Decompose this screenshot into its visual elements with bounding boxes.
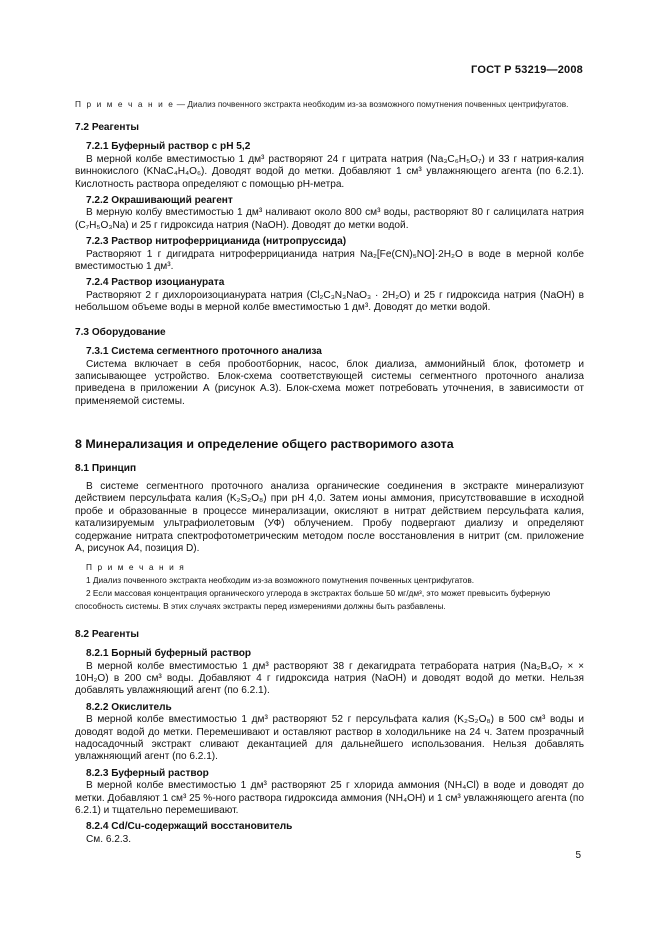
note-1: 1 Диализ почвенного экстракта необходим из-за возможного помутнения почвенных центрифугатов. xyxy=(86,574,475,585)
section-8-2-title: 8.2 Реагенты xyxy=(75,628,140,640)
section-8-2-1-title: 8.2.1 Борный буферный раствор xyxy=(86,648,252,660)
section-8-2-2-title: 8.2.2 Окислитель xyxy=(86,701,172,713)
section-8-2-4-text: См. 6.2.3. xyxy=(86,833,132,845)
section-7-2-4-text: Растворяют 2 г дихлороизоцианурата натрия (Cl₂C₃N₃NaO₃ · 2H₂O) и 25 г гидроксида натрия (NaOH) в небольшом объеме воды в мерной колбе вместимостью 1 дм³. Доводят до метки водой. xyxy=(75,289,584,314)
section-7-2-4-title: 7.2.4 Раствор изоцианурата xyxy=(86,277,225,289)
page-content xyxy=(75,96,584,846)
section-8-2-3-text: В мерной колбе вместимостью 1 дм³ растворяют 25 г хлорида аммония (NH₄Cl) в воде и доводят до метки. Добавляют 1 см³ 25 %-ного раствора гидроксида аммония (NH₄OH) и 1 см³ увлажняющего агента (по 6.2.1) и тщательно перемешивают. xyxy=(75,780,584,817)
note-2: 2 Если массовая концентрация органического углерода в экстрактах больше 50 мг/дм³, это может превысить буферную способность системы. В этих случаях экстракты перед измерениями должны быть разбавлены. xyxy=(75,587,551,611)
section-7-3-title: 7.3 Оборудование xyxy=(75,326,166,338)
page-number: 5 xyxy=(575,850,581,861)
section-8-title: 8 Минерализация и определение общего растворимого азота xyxy=(75,437,454,452)
section-8-1-text: В системе сегментного проточного анализа органические соединения в экстракте минерализуют действием персульфата калия (K₂S₂O₈) при рН 4,0. Затем ионы аммония, присутствовавшие в исходной пробе и образованные в процессе минерализации, окисляют в нитрат действием персульфата калия, катализируемым ультрафиолетовым (УФ) облучением. Пробу подвергают диализу и определяют содержание нитрата спектрофотометрическим методом после восстановления в нитрит (см. приложение А, рисунок А4, позиция D). xyxy=(75,480,584,554)
section-7-2-1-text: В мерной колбе вместимостью 1 дм³ растворяют 24 г цитрата натрия (Na₃C₆H₅O₇) и 33 г натрия-калия виннокислого (KNaC₄H₄O₆). Доводят водой до метки. Добавляют 1 см³ увлажняющего агента (по 6.2.1). Кислотность раствора определяют с помощью рН-метра. xyxy=(75,153,584,190)
section-7-2-title: 7.2 Реагенты xyxy=(75,122,140,133)
section-7-2-1-title: 7.2.1 Буферный раствор с рН 5,2 xyxy=(86,141,251,153)
note-label: П р и м е ч а н и е xyxy=(75,99,175,109)
section-7-2-3-text: Растворяют 1 г дигидрата нитроферрицианида натрия Na₂[Fe(CN)₅NO]·2H₂O в воде в мерной колбе вместимостью 1 дм³. xyxy=(75,248,584,273)
section-7-2-3-title: 7.2.3 Раствор нитроферрицианида (нитропруссида) xyxy=(86,236,347,248)
section-7-2-2-title: 7.2.2 Окрашивающий реагент xyxy=(86,195,233,207)
section-8-2-2-text: В мерной колбе вместимостью 1 дм³ растворяют 52 г персульфата калия (K₂S₂O₈) в 500 см³ воды и доводят водой до метки. Перемешивают и оставляют раствор в холодильнике на 24 ч. Затем прозрачный надосадочный экстракт сливают декантацией для дальнейшего использования. Нельзя добавлять увлажняющий агент (по 6.2.1). xyxy=(75,714,584,763)
notes-label: П р и м е ч а н и я xyxy=(86,562,186,573)
section-7-3-1-title: 7.3.1 Система сегментного проточного анализа xyxy=(86,346,322,358)
section-7-2-2-text: В мерную колбу вместимостью 1 дм³ наливают около 800 см³ воды, растворяют 80 г салицилата натрия (C₇H₅O₃Na) и 25 г гидроксида натрия (NaOH). Доводят до метки водой. xyxy=(75,207,584,231)
note-text: — Диализ почвенного экстракта необходим из-за возможного помутнения почвенных центрифугатов. xyxy=(174,99,569,109)
top-note xyxy=(75,98,584,110)
section-7-3-1-text: Система включает в себя пробоотборник, насос, блок диализа, аммонийный блок, фотометр и записывающее устройство. Блок-схема соответствующей системы сегментного проточного анализа приведена в приложении А (рисунок А.3). Блок-схема может потребовать уточнения, в зависимости от применяемой системы. xyxy=(75,358,584,407)
section-8-2-4-title: 8.2.4 Cd/Cu-содержащий восстановитель xyxy=(86,821,293,833)
section-8-2-1-text: В мерной колбе вместимостью 1 дм³ растворяют 38 г декагидрата тетрабората натрия (Na₂B₄O₇ × × 10H₂O) в 200 см³ воды. Добавляют 4 г гидроксида натрия (NaOH) и доводят водой до метки. Нельзя добавлять увлажняющий агент (по 6.2.1). xyxy=(75,660,584,697)
section-8-2-3-title: 8.2.3 Буферный раствор xyxy=(86,767,209,779)
document-id-header: ГОСТ Р 53219—2008 xyxy=(471,64,583,76)
section-8-1-title: 8.1 Принцип xyxy=(75,462,137,474)
